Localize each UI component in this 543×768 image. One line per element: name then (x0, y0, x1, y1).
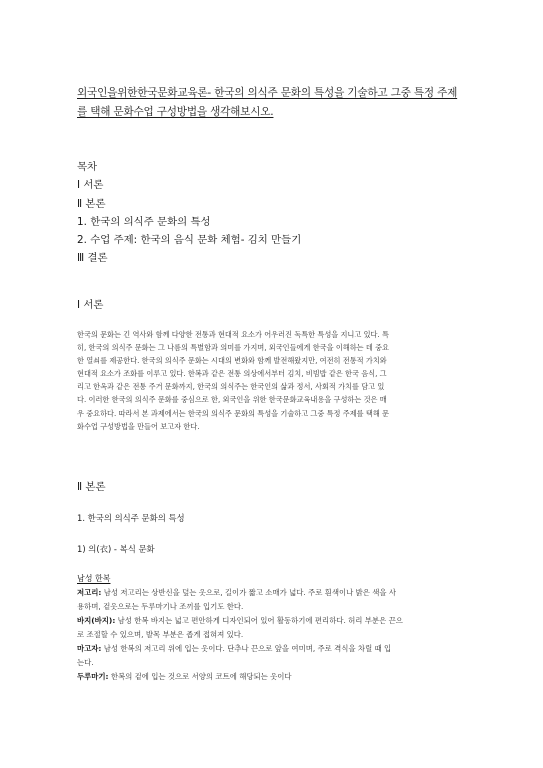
group-title: 남성 한복 (77, 574, 111, 583)
list-item (77, 670, 469, 684)
item-text: 한복의 겉에 입는 것으로 서양의 코트에 해당되는 옷이다 (108, 672, 292, 681)
item-text: 용하며, 겉옷으로는 두루마기나 조끼를 입기도 한다. (77, 602, 244, 611)
paragraph-line: 화수업 구성방법을 만들어 보고자 한다. (77, 421, 200, 431)
list-item (77, 642, 469, 656)
toc-item: 2. 수업 주제: 한국의 음식 문화 체험- 김치 만들기 (77, 234, 302, 247)
list-item (77, 586, 469, 600)
paragraph-line: 히, 한국의 의식주 문화는 그 나름의 특별함과 의미를 가지며, 외국인들에게 한국을 이해하는 데 중요 (77, 343, 389, 353)
item-term: 마고자: (77, 644, 102, 653)
item-text: 남성 한복 바지는 넓고 편안하게 디자인되어 있어 활동하기에 편리하다. 허리 부분은 끈으 (115, 616, 403, 625)
list-item (77, 614, 469, 628)
item-text: 남성 한복의 저고리 위에 입는 옷이다. 단추나 끈으로 앞을 여미며, 주로 격식을 차릴 때 입 (101, 644, 392, 653)
item-text: 는다. (77, 658, 94, 667)
item-term: 바지(바지): (77, 616, 116, 625)
table-of-contents (77, 158, 301, 268)
item-text: 남성 저고리는 상반신을 덮는 옷으로, 길이가 짧고 소매가 넓다. 주로 흰색이나 밝은 색을 사 (101, 588, 396, 597)
item-term: 두루마기: (77, 672, 109, 681)
toc-item: Ⅰ 서론 (77, 179, 104, 192)
paragraph-line: 현대적 요소가 조화를 이루고 있다. 한복과 같은 전통 의상에서부터 김치, 비빔밥 같은 한국 음식, 그 (77, 369, 387, 379)
intro-heading: Ⅰ 서론 (77, 299, 104, 311)
paragraph-line: 리고 한옥과 같은 전통 주거 문화까지, 한국의 의식주는 한국인의 삶과 정서, 사회적 가치를 담고 있 (77, 382, 385, 392)
intro-paragraph (77, 328, 467, 433)
paragraph-line: 우 중요하다. 따라서 본 과제에서는 한국의 의식주 문화의 특성을 기술하고 그중 특정 주제를 택해 문 (77, 408, 389, 418)
document-title (77, 84, 487, 122)
title-line-1: 외국인을위한한국문화교육론- 한국의 의식주 문화의 특성을 기술하고 그중 특정 주제 (77, 87, 458, 99)
hanbok-item-list (77, 572, 469, 684)
paragraph-line: 다. 이러한 한국의 의식주 문화를 중심으로 한, 외국인을 위한 한국문화교육내용을 구성하는 것은 매 (77, 395, 387, 405)
body-heading: Ⅱ 본론 (77, 481, 106, 493)
toc-heading: 목차 (77, 161, 98, 173)
subsection-heading: 1) 의(衣) - 복식 문화 (77, 544, 155, 554)
toc-item: 1. 한국의 의식주 문화의 특성 (77, 215, 211, 228)
paragraph-line: 한국의 문화는 긴 역사와 함께 다양한 전통과 현대적 요소가 어우러진 독특한 특성을 지니고 있다. 특 (77, 330, 389, 339)
title-line-2: 를 택해 문화수업 구성방법을 생각해보시오. (77, 106, 274, 118)
paragraph-line: 한 열쇠를 제공한다. 한국의 의식주 문화는 시대의 변화와 함께 발전해왔지만, 여전히 전통적 가치와 (77, 356, 387, 366)
section-heading: 1. 한국의 의식주 문화의 특성 (77, 513, 185, 523)
item-text: 로 조절할 수 있으며, 발목 부분은 좁게 접혀져 있다. (77, 630, 244, 639)
item-term: 저고리: (77, 588, 102, 597)
toc-item: Ⅱ 본론 (77, 197, 106, 210)
toc-item: Ⅲ 결론 (77, 252, 108, 265)
